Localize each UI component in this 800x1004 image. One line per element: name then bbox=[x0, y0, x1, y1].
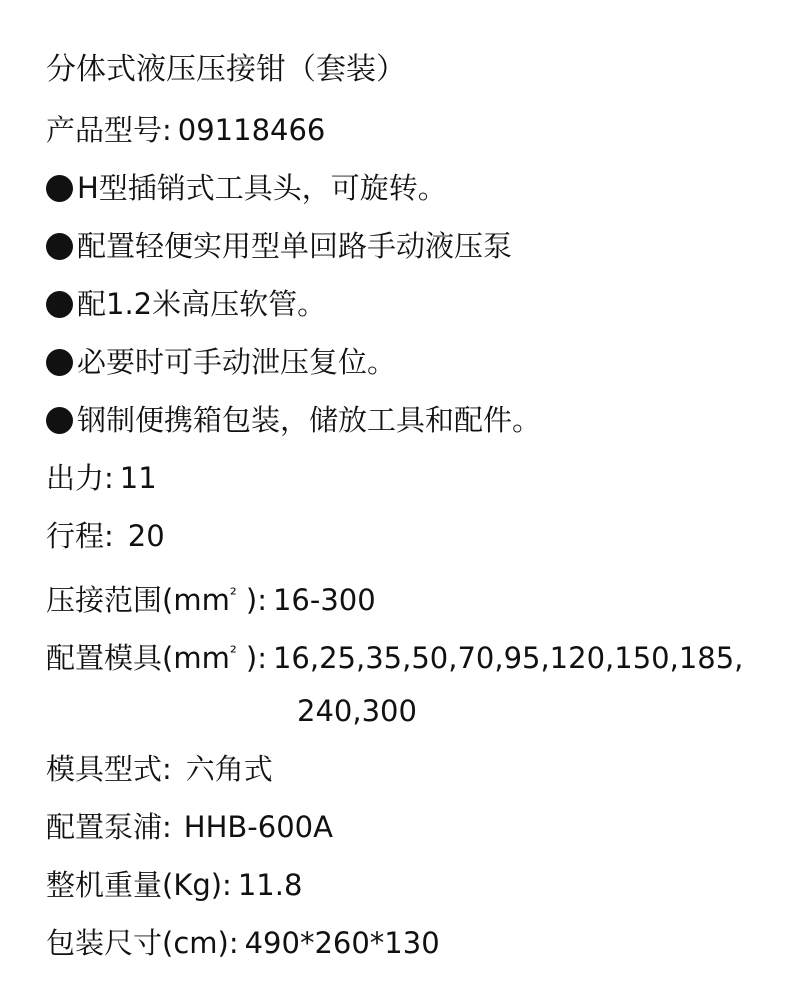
product-title: 分体式液压压接钳（套装） bbox=[46, 52, 406, 87]
pump-row bbox=[46, 804, 333, 850]
feature-item bbox=[46, 223, 512, 269]
package-size-row bbox=[46, 920, 440, 966]
feature-text: 钢制便携箱包装，储放工具和配件。 bbox=[77, 403, 542, 437]
stroke-value: 20 bbox=[127, 519, 165, 553]
feature-item bbox=[46, 339, 396, 385]
die-type-label: 模具型式: bbox=[46, 752, 172, 786]
weight-row bbox=[46, 862, 302, 908]
weight-value: 11.8 bbox=[237, 868, 303, 902]
weight-label: 整机重量(Kg): bbox=[46, 868, 232, 902]
feature-text: 配置轻便实用型单回路手动液压泵 bbox=[77, 229, 513, 263]
dies-value-line1: 16,25,35,50,70,95,120,150,185, bbox=[272, 641, 744, 675]
feature-item bbox=[46, 397, 541, 443]
model-label: 产品型号: bbox=[46, 113, 172, 147]
bullet-icon bbox=[46, 291, 73, 318]
feature-text: 配1.2米高压软管。 bbox=[77, 287, 327, 321]
force-row bbox=[46, 455, 157, 501]
crimp-range-row bbox=[46, 572, 376, 618]
force-value: 11 bbox=[119, 461, 157, 495]
bullet-icon bbox=[46, 407, 73, 434]
feature-item bbox=[46, 165, 447, 211]
dies-label: 配置模具($mm^{^2}$ ): bbox=[46, 641, 267, 675]
pump-value: HHB-600A bbox=[183, 810, 333, 844]
dies-value-line2: 240,300 bbox=[297, 694, 417, 728]
crimp-range-label: 压接范围($mm^{^2}$ ): bbox=[46, 583, 267, 617]
feature-text: H型插销式工具头，可旋转。 bbox=[77, 171, 447, 205]
crimp-range-value: 16-300 bbox=[272, 583, 376, 617]
feature-item bbox=[46, 281, 326, 327]
feature-text: 必要时可手动泄压复位。 bbox=[77, 345, 397, 379]
model-value: 09118466 bbox=[177, 113, 326, 147]
package-size-value: 490*260*130 bbox=[244, 926, 440, 960]
model-row bbox=[46, 107, 325, 153]
bullet-icon bbox=[46, 175, 73, 202]
pump-label: 配置泵浦: bbox=[46, 810, 172, 844]
package-size-label: 包装尺寸(cm): bbox=[46, 926, 239, 960]
bullet-icon bbox=[46, 233, 73, 260]
stroke-row bbox=[46, 513, 165, 559]
dies-row bbox=[46, 630, 743, 676]
die-type-value: 六角式 bbox=[185, 752, 273, 786]
die-type-row bbox=[46, 746, 273, 792]
force-label: 出力: bbox=[46, 461, 114, 495]
bullet-icon bbox=[46, 349, 73, 376]
stroke-label: 行程: bbox=[46, 519, 114, 553]
